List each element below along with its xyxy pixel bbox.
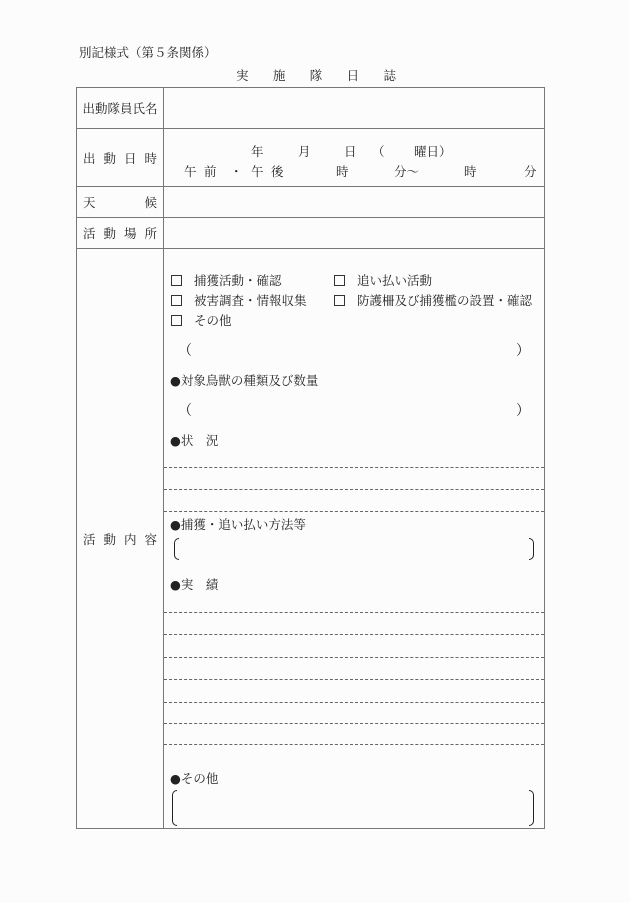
label-char: 容 <box>144 532 157 547</box>
label-char: 日 <box>123 150 137 166</box>
checkbox-icon[interactable] <box>334 295 345 306</box>
month-unit: 月 <box>298 144 311 159</box>
checkbox-icon[interactable] <box>171 295 182 306</box>
method-close-bracket <box>529 538 534 560</box>
label-char: 動 <box>103 226 116 241</box>
checkbox-icon[interactable] <box>171 315 182 326</box>
ampm-separator: ・ <box>230 164 243 179</box>
checkbox-label: 防護柵及び捕獲檻の設置・確認 <box>357 293 533 308</box>
checkbox-icon[interactable] <box>334 275 345 286</box>
species-close-paren: ） <box>516 403 530 419</box>
other-detail-field[interactable] <box>194 339 514 359</box>
title-char: 誌 <box>383 68 396 83</box>
dispatch-datetime-label <box>77 129 163 186</box>
results-writing-line[interactable] <box>164 702 544 703</box>
pm-char: 後 <box>271 164 284 179</box>
checkbox-capture[interactable] <box>171 271 282 289</box>
label-char: 場 <box>123 226 137 241</box>
checkbox-damage-survey[interactable] <box>171 291 307 309</box>
checkbox-label: 追い払い活動 <box>357 273 433 288</box>
target-species-heading: ●対象鳥獣の種類及び数量 <box>170 373 319 388</box>
results-writing-line[interactable] <box>164 612 544 613</box>
label-char: 所 <box>144 226 157 241</box>
year-unit: 年 <box>251 144 264 159</box>
weekday-unit: 曜日） <box>414 144 452 159</box>
member-names-field[interactable] <box>164 88 544 128</box>
situation-writing-line[interactable] <box>164 511 544 512</box>
document-title <box>236 66 396 84</box>
activity-content-label <box>77 249 163 829</box>
label-char: 動 <box>103 150 116 166</box>
other-close-bracket <box>529 790 534 826</box>
start-hour-unit: 時 <box>336 164 349 179</box>
results-writing-line[interactable] <box>164 744 544 745</box>
method-heading: ●捕獲・追い払い方法等 <box>170 517 306 532</box>
start-minute-unit: 分～ <box>394 164 420 179</box>
dispatch-datetime-field[interactable] <box>164 129 544 186</box>
checkbox-other[interactable] <box>171 311 232 329</box>
weather-field[interactable] <box>164 187 544 217</box>
title-char: 隊 <box>309 68 323 83</box>
end-hour-unit: 時 <box>464 164 477 179</box>
location-field[interactable] <box>164 218 544 248</box>
activity-log-table <box>76 87 545 829</box>
title-char: 日 <box>346 68 360 83</box>
other-open-bracket <box>172 790 177 826</box>
species-open-paren: （ <box>178 403 192 419</box>
label-char: 時 <box>144 150 157 166</box>
am-char: 前 <box>204 164 217 179</box>
checkbox-icon[interactable] <box>171 275 182 286</box>
other-open-paren: （ <box>178 343 192 359</box>
checkbox-chase-away[interactable] <box>334 271 432 289</box>
checkbox-label: 被害調査・情報収集 <box>194 293 307 308</box>
label-char: 内 <box>123 532 137 547</box>
results-writing-line[interactable] <box>164 634 544 635</box>
day-unit: 日 <box>344 144 357 159</box>
label-char: 活 <box>83 226 96 241</box>
label-char: 動 <box>103 532 116 547</box>
label-char: 天 <box>83 195 96 210</box>
checkbox-label: その他 <box>194 313 232 328</box>
situation-heading: ●状 況 <box>170 433 219 448</box>
label-char: 候 <box>144 195 157 210</box>
weekday-open-paren: （ <box>372 144 385 159</box>
am-char: 午 <box>184 164 197 179</box>
method-field[interactable] <box>184 538 524 560</box>
results-writing-line[interactable] <box>164 679 544 680</box>
other-heading: ●その他 <box>170 771 219 786</box>
situation-writing-line[interactable] <box>164 489 544 490</box>
end-minute-unit: 分 <box>524 164 537 179</box>
title-char: 施 <box>272 68 286 83</box>
title-char: 実 <box>236 68 249 83</box>
checkbox-label: 捕獲活動・確認 <box>194 273 282 288</box>
species-field[interactable] <box>194 399 514 419</box>
weather-label <box>77 187 163 217</box>
activity-content-field <box>164 249 544 829</box>
form-reference: 別記様式（第５条関係） <box>79 45 217 60</box>
situation-writing-line[interactable] <box>164 467 544 468</box>
checkbox-fence-trap[interactable] <box>334 291 532 309</box>
label-char: 出 <box>83 150 96 166</box>
location-label <box>77 218 163 248</box>
results-writing-line[interactable] <box>164 657 544 658</box>
label-char: 活 <box>83 532 96 547</box>
results-heading: ●実 績 <box>170 577 219 592</box>
pm-char: 午 <box>251 164 264 179</box>
other-field[interactable] <box>184 790 524 826</box>
member-names-label: 出動隊員氏名 <box>82 101 158 116</box>
results-writing-line[interactable] <box>164 723 544 724</box>
other-close-paren: ） <box>516 343 530 359</box>
method-open-bracket <box>174 538 179 560</box>
